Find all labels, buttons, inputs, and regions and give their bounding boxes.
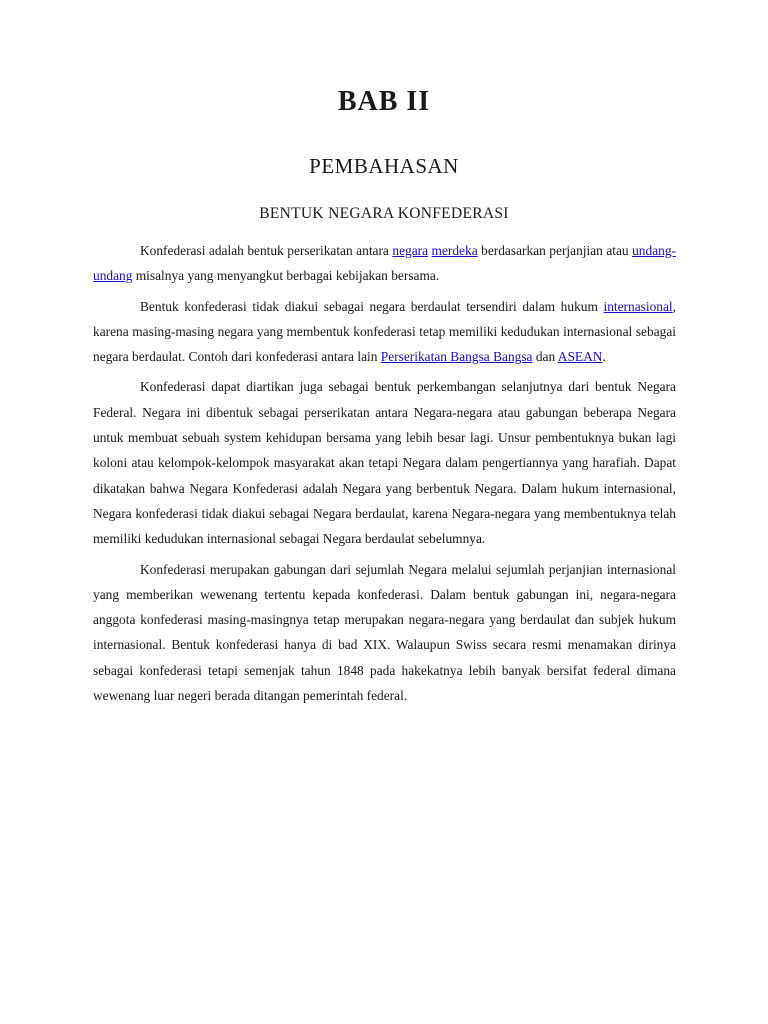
paragraph-2-text: , karena masing-masing negara yang membentuk konfederasi tetap memiliki kedudukan internasional sebagai negara berdaulat. Contoh dari konfederasi antara lain (93, 298, 676, 365)
paragraph-2 (93, 294, 676, 370)
paragraph-1-text: Konfederasi adalah bentuk perserikatan antara (140, 243, 393, 258)
paragraph-3: Konfederasi dapat diartikan juga sebagai bentuk perkembangan selanjutnya dari bentuk Negara Federal. Negara ini dibentuk sebagai perserikatan antara Negara-negara atau gabungan beberapa Negara untuk membuat sebuah system kehidupan bersama yang lebih besar lagi. Unsur pembentuknya bukan lagi koloni atau kelompok-kelompok masyarakat akan tetapi Negara dalam pengertiannya yang harafiah. Dapat dikatakan bahwa Negara Konfederasi adalah Negara yang berbentuk Negara. Dalam hukum internasional, Negara konfederasi tidak diakui sebagai Negara berdaulat, karena Negara-negara yang membentuknya telah memiliki kedudukan internasional sebagai Negara berdaulat sebelumnya. (93, 379, 676, 547)
paragraph-2-text: . (602, 349, 606, 365)
link-asean[interactable]: ASEAN (557, 349, 603, 365)
link-perserikatan-bangsa-bangsa[interactable]: Perserikatan Bangsa Bangsa (380, 349, 533, 365)
body-text (93, 238, 676, 708)
paragraph-1-text: berdasarkan perjanjian atau (477, 243, 633, 258)
chapter-number-heading: BAB II (337, 86, 431, 117)
paragraph-4: Konfederasi merupakan gabungan dari sejumlah Negara melalui sejumlah perjanjian internasional yang memberikan wewenang tertentu kepada konfederasi. Dalam bentuk gabungan ini, negara-negara anggota konfederasi masing-masingnya tetap merupakan negara-negara yang berdaulat dan subjek hukum internasional. Bentuk konfederasi hanya di bad XIX. Walaupun Swiss secara resmi menamakan dirinya sebagai konfederasi tetapi semenjak tahun 1848 pada hakekatnya lebih banyak bersifat federal dimana wewenang luar negeri berada ditangan pemerintah federal. (93, 561, 676, 704)
paragraph-2-text: Bentuk konfederasi tidak diakui sebagai negara berdaulat tersendiri dalam hukum (140, 298, 604, 314)
section-heading: BENTUK NEGARA KONFEDERASI (259, 205, 509, 222)
link-merdeka[interactable]: merdeka (431, 243, 478, 258)
link-negara[interactable]: negara (392, 243, 429, 258)
chapter-title-heading: PEMBAHASAN (309, 154, 459, 178)
paragraph-1 (93, 238, 676, 289)
paragraph-2-text: dan (532, 349, 558, 365)
link-undang-undang[interactable]: undang-undang (93, 243, 676, 284)
link-internasional[interactable]: internasional (603, 298, 673, 314)
paragraph-1-text: misalnya yang menyangkut berbagai kebijakan bersama. (132, 268, 440, 284)
